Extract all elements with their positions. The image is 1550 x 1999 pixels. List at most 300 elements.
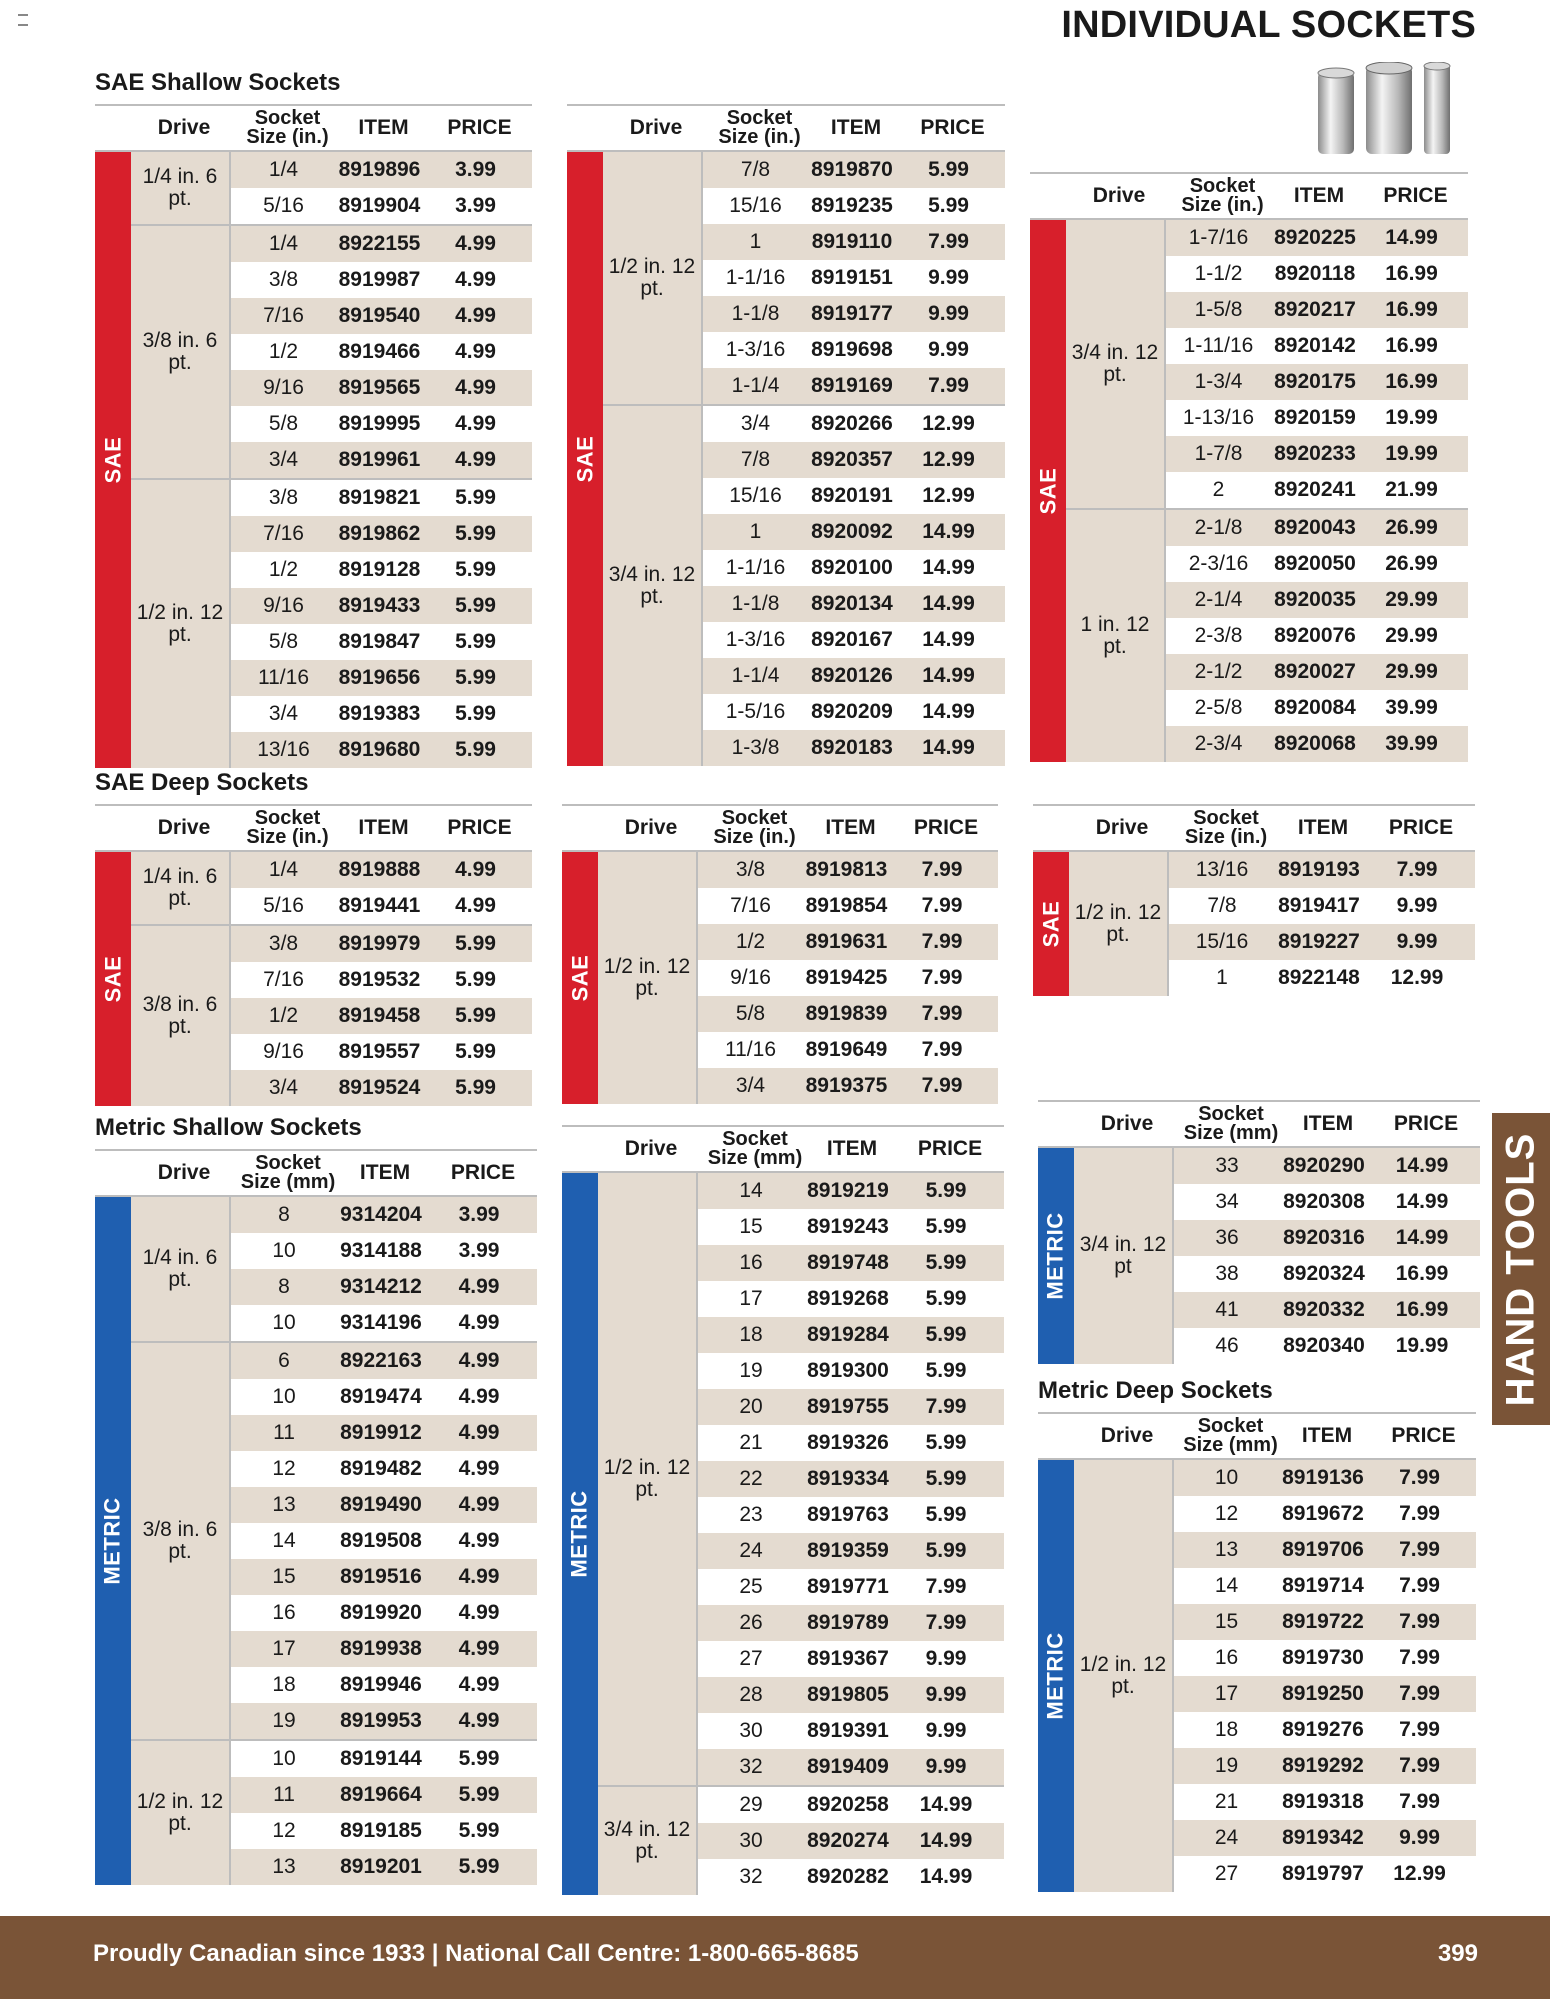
item-number: 8919706 (1282, 1538, 1364, 1561)
item-number: 8919326 (807, 1431, 889, 1454)
item-number: 8919888 (338, 858, 421, 881)
socket-size: 15 (739, 1215, 763, 1238)
item-number: 8919136 (1282, 1466, 1364, 1489)
table-row (698, 924, 998, 960)
price: 4.99 (458, 1709, 500, 1732)
socket-size: 34 (1215, 1190, 1239, 1213)
table-row (1174, 1220, 1480, 1256)
drive-groups (1074, 1460, 1476, 1892)
socket-size: 11 (273, 1421, 295, 1444)
socket-size: 10 (272, 1385, 296, 1408)
drive-groups (131, 1197, 537, 1885)
socket-size: 30 (739, 1829, 763, 1852)
table-row (698, 1677, 1004, 1713)
price: 5.99 (455, 738, 496, 761)
price: 7.99 (921, 930, 963, 953)
item-number: 8919516 (340, 1565, 422, 1588)
item-number: 8919540 (338, 304, 421, 327)
sae-category-bar (567, 152, 603, 766)
drive-groups (603, 152, 1005, 766)
item-number: 8919532 (338, 968, 421, 991)
table-row (698, 1787, 1004, 1823)
price: 14.99 (922, 628, 975, 651)
price: 5.99 (925, 1467, 967, 1490)
item-number: 8920084 (1274, 696, 1356, 719)
table-row (231, 552, 532, 588)
drive-group (1066, 220, 1468, 510)
header-socket-size: Socket Size (in.) (718, 107, 801, 148)
socket-size: 1-13/16 (1182, 406, 1255, 429)
item-number: 8920332 (1283, 1298, 1365, 1321)
socket-size: 1/2 (735, 930, 766, 953)
page-number: 399 (1437, 1940, 1478, 1967)
item-number: 8919383 (338, 702, 421, 725)
socket-size: 10 (272, 1311, 296, 1334)
socket-size: 17 (1214, 1682, 1239, 1705)
socket-size: 13 (272, 1493, 296, 1516)
table-row (1174, 1784, 1476, 1820)
price: 5.99 (925, 1431, 967, 1454)
socket-size: 5/8 (735, 1002, 766, 1025)
socket-size: 14 (1214, 1574, 1239, 1597)
table-row (231, 732, 532, 768)
table-row (1174, 1640, 1476, 1676)
table-row (698, 1641, 1004, 1677)
table-row (231, 1487, 537, 1523)
price: 5.99 (925, 1503, 967, 1526)
table-row (703, 152, 1005, 188)
price: 7.99 (1399, 1790, 1440, 1813)
header-item: ITEM (359, 1161, 411, 1184)
item-number: 8919920 (340, 1601, 422, 1624)
item-number: 8919508 (340, 1529, 422, 1552)
item-number: 8919524 (338, 1076, 421, 1099)
price: 7.99 (925, 1575, 967, 1598)
header-item: ITEM (825, 816, 876, 839)
price: 5.99 (455, 486, 496, 509)
table-row (231, 370, 532, 406)
table-row (1174, 1856, 1476, 1892)
table-row (1174, 1748, 1476, 1784)
item-number: 8919482 (340, 1457, 422, 1480)
table-row (1166, 472, 1468, 508)
price: 7.99 (921, 1002, 963, 1025)
group-rows (231, 152, 532, 224)
item-number: 8919730 (1282, 1646, 1364, 1669)
table-row (231, 188, 532, 224)
socket-size: 15/16 (1195, 930, 1249, 953)
item-number: 8920191 (811, 484, 893, 507)
table-row (703, 406, 1005, 442)
socket-size: 7/8 (740, 158, 771, 181)
item-number: 8919847 (338, 630, 421, 653)
socket-size: 1-7/8 (1194, 442, 1243, 465)
socket-size: 3/4 (268, 702, 299, 725)
category-label: METRIC (567, 1490, 593, 1578)
table-row (1166, 256, 1468, 292)
price: 7.99 (921, 858, 963, 881)
sae-shallow-table-c (1030, 172, 1468, 762)
table-row (231, 1559, 537, 1595)
socket-size: 1-1/16 (725, 266, 786, 289)
drive-group (131, 480, 532, 768)
metric-shallow-table-b (562, 1125, 1004, 1895)
price: 5.99 (925, 1179, 967, 1202)
socket-size: 13 (1214, 1538, 1239, 1561)
metric-category-bar (1038, 1460, 1074, 1892)
table-row (1166, 328, 1468, 364)
socket-set-icon (1316, 62, 1454, 158)
price: 9.99 (1399, 1826, 1440, 1849)
table-row (703, 514, 1005, 550)
price: 7.99 (1399, 1574, 1440, 1597)
socket-size: 17 (739, 1287, 763, 1310)
socket-size: 21 (1214, 1790, 1239, 1813)
socket-size: 7/16 (263, 304, 304, 327)
section-title: SAE Deep Sockets (95, 769, 309, 796)
price: 7.99 (921, 894, 963, 917)
price: 7.99 (921, 1074, 963, 1097)
item-number: 8919110 (811, 230, 893, 253)
item-number: 8919755 (807, 1395, 889, 1418)
price: 4.99 (455, 858, 496, 881)
drive-label: 3/8 in. 6 pt. (131, 926, 231, 1106)
price: 14.99 (922, 700, 975, 723)
socket-size: 17 (272, 1637, 296, 1660)
socket-size: 2-1/2 (1194, 660, 1243, 683)
price: 5.99 (925, 1539, 967, 1562)
sae-category-bar (95, 852, 131, 1106)
table-row (698, 1389, 1004, 1425)
table-row (231, 1595, 537, 1631)
item-number: 8919193 (1278, 858, 1360, 881)
drive-group (131, 226, 532, 480)
table-row (1174, 1676, 1476, 1712)
item-number: 8919490 (340, 1493, 422, 1516)
metric-shallow-table-a (95, 1113, 537, 1885)
item-number: 8919243 (807, 1215, 889, 1238)
table-row (1174, 1604, 1476, 1640)
table-body (95, 152, 532, 768)
socket-size: 3/8 (268, 268, 299, 291)
item-number: 8919292 (1282, 1754, 1364, 1777)
table-body (562, 1173, 1004, 1895)
item-number: 8920290 (1283, 1154, 1365, 1177)
socket-size: 8 (278, 1203, 290, 1226)
socket-size: 5/8 (268, 630, 299, 653)
table-row (1166, 618, 1468, 654)
drive-group (131, 852, 532, 926)
socket-size: 13 (272, 1855, 296, 1878)
drive-groups (131, 152, 532, 768)
item-number: 8919698 (811, 338, 893, 361)
socket-size: 16 (739, 1251, 763, 1274)
socket-size: 9/16 (263, 376, 304, 399)
item-number: 8920134 (811, 592, 893, 615)
table-row (1166, 400, 1468, 436)
header-socket-size: Socket Size (in.) (1181, 175, 1264, 216)
item-number: 8922155 (338, 232, 421, 255)
table-row (1169, 852, 1475, 888)
group-rows (1169, 852, 1475, 996)
table-row (231, 1703, 537, 1739)
socket-size: 21 (739, 1431, 763, 1454)
table-row (1166, 654, 1468, 690)
item-number: 8919359 (807, 1539, 889, 1562)
socket-size: 36 (1215, 1226, 1239, 1249)
price: 5.99 (928, 158, 969, 181)
drive-group (131, 152, 532, 226)
item-number: 8919425 (805, 966, 888, 989)
socket-size: 5/8 (268, 412, 299, 435)
table-header (562, 804, 998, 852)
drive-group (131, 1343, 537, 1741)
table-row (1166, 582, 1468, 618)
item-number: 8919375 (805, 1074, 888, 1097)
table-row (1174, 1328, 1480, 1364)
socket-size: 1-11/16 (1183, 334, 1254, 357)
socket-size: 1-1/8 (731, 592, 780, 615)
price: 4.99 (458, 1421, 500, 1444)
item-number: 8919912 (340, 1421, 422, 1444)
table-row (1166, 546, 1468, 582)
header-item: ITEM (1301, 1424, 1353, 1447)
table-row (1169, 924, 1475, 960)
header-item: ITEM (830, 116, 882, 139)
group-rows (1166, 510, 1468, 762)
socket-size: 29 (739, 1793, 763, 1816)
item-number: 8919268 (807, 1287, 889, 1310)
price: 14.99 (922, 736, 975, 759)
socket-size: 8 (278, 1275, 290, 1298)
table-row (698, 1823, 1004, 1859)
socket-size: 1/2 (268, 558, 299, 581)
header-drive: Drive (1095, 816, 1149, 839)
socket-size: 1-1/16 (725, 556, 786, 579)
socket-size: 16 (1214, 1646, 1239, 1669)
item-number: 8919854 (805, 894, 888, 917)
drive-group (598, 852, 998, 1104)
table-row (231, 1631, 537, 1667)
header-price: PRICE (447, 816, 512, 839)
side-tab-label: HAND TOOLS (1498, 1132, 1543, 1406)
price: 7.99 (928, 230, 969, 253)
table-row (698, 1497, 1004, 1533)
price: 4.99 (458, 1601, 500, 1624)
socket-size: 9/16 (730, 966, 771, 989)
table-row (703, 260, 1005, 296)
table-row (698, 1068, 998, 1104)
group-rows (703, 406, 1005, 766)
price: 14.99 (1395, 1226, 1449, 1249)
price: 7.99 (1399, 1682, 1440, 1705)
price: 14.99 (922, 556, 975, 579)
item-number: 8919961 (338, 448, 421, 471)
item-number: 8919284 (807, 1323, 889, 1346)
item-number: 8919995 (338, 412, 421, 435)
price: 16.99 (1385, 370, 1438, 393)
table-header (95, 104, 532, 152)
price: 4.99 (455, 376, 496, 399)
item-number: 8920217 (1274, 298, 1356, 321)
socket-size: 9/16 (263, 1040, 304, 1063)
group-rows (1174, 1460, 1476, 1892)
item-number: 8919227 (1278, 930, 1360, 953)
price: 5.99 (455, 1040, 496, 1063)
table-row (1174, 1184, 1480, 1220)
socket-size: 16 (272, 1601, 296, 1624)
metric-category-bar (95, 1197, 131, 1885)
group-rows (231, 852, 532, 924)
table-row (1166, 726, 1468, 762)
group-rows (231, 1741, 537, 1885)
table-row (698, 1032, 998, 1068)
item-number: 8919474 (340, 1385, 422, 1408)
header-price: PRICE (1383, 184, 1448, 207)
header-socket-size: Socket Size (mm) (240, 1152, 336, 1193)
socket-size: 12 (1214, 1502, 1239, 1525)
table-body (1038, 1148, 1480, 1364)
item-number: 8920050 (1274, 552, 1356, 575)
price: 14.99 (1395, 1154, 1449, 1177)
drive-label: 1/2 in. 12 pt. (603, 152, 703, 404)
table-row (1174, 1292, 1480, 1328)
price: 7.99 (1399, 1610, 1440, 1633)
price: 9.99 (928, 338, 969, 361)
metric-deep-table (1038, 1376, 1476, 1892)
table-header (1038, 1412, 1476, 1460)
socket-size: 10 (272, 1239, 296, 1262)
table-row (698, 1461, 1004, 1497)
item-number: 8920308 (1283, 1190, 1365, 1213)
sae-deep-table-a (95, 768, 532, 1106)
socket-size: 2-1/8 (1194, 516, 1243, 539)
price: 16.99 (1385, 298, 1438, 321)
price: 7.99 (1399, 1502, 1440, 1525)
socket-size: 1-7/16 (1188, 226, 1249, 249)
socket-size: 1-3/16 (725, 338, 786, 361)
table-row (698, 1713, 1004, 1749)
item-number: 8919144 (340, 1747, 422, 1770)
price: 5.99 (455, 522, 496, 545)
table-row (703, 658, 1005, 694)
price: 3.99 (455, 158, 496, 181)
socket-size: 1-3/16 (725, 628, 786, 651)
category-label: SAE (567, 954, 592, 1002)
drive-groups (598, 852, 998, 1104)
socket-size: 2-3/4 (1194, 732, 1243, 755)
table-row (231, 1777, 537, 1813)
drive-label: 1/4 in. 6 pt. (131, 852, 231, 924)
price: 29.99 (1385, 588, 1438, 611)
item-number: 8920233 (1274, 442, 1356, 465)
category-label: METRIC (1043, 1212, 1069, 1300)
socket-size: 25 (739, 1575, 763, 1598)
price: 7.99 (925, 1611, 967, 1634)
item-number: 8920167 (811, 628, 893, 651)
drive-label: 3/4 in. 12 pt. (603, 406, 703, 766)
header-item: ITEM (826, 1137, 878, 1160)
price: 5.99 (925, 1323, 967, 1346)
table-row (231, 696, 532, 732)
table-header (1030, 172, 1468, 220)
table-row (698, 1749, 1004, 1785)
price: 5.99 (925, 1251, 967, 1274)
price: 4.99 (458, 1493, 500, 1516)
item-number: 8919987 (338, 268, 421, 291)
drive-groups (598, 1173, 1004, 1895)
table-row (703, 442, 1005, 478)
item-number: 8919367 (807, 1647, 889, 1670)
item-number: 8919185 (340, 1819, 422, 1842)
item-number: 8919763 (807, 1503, 889, 1526)
table-body (567, 152, 1005, 766)
item-number: 8919870 (811, 158, 893, 181)
header-price: PRICE (1391, 1424, 1456, 1447)
price: 16.99 (1395, 1262, 1449, 1285)
table-body (95, 1197, 537, 1885)
socket-size: 1-5/16 (725, 700, 786, 723)
price: 14.99 (919, 1793, 973, 1816)
price: 5.99 (455, 1076, 496, 1099)
socket-size: 3/4 (268, 1076, 299, 1099)
table-row (231, 1034, 532, 1070)
sae-deep-table-c (1033, 804, 1475, 996)
header-socket-size: Socket Size (in.) (246, 807, 329, 848)
item-number: 8920258 (807, 1793, 889, 1816)
table-row (231, 888, 532, 924)
table-row (1169, 888, 1475, 924)
group-rows (231, 1197, 537, 1341)
price: 7.99 (1396, 858, 1438, 881)
table-row (703, 332, 1005, 368)
drive-label: 3/4 in. 12 pt (1074, 1148, 1174, 1364)
corner-mark (18, 14, 28, 26)
price: 4.99 (458, 1565, 500, 1588)
price: 3.99 (458, 1203, 500, 1226)
item-number: 8919664 (340, 1783, 422, 1806)
price: 3.99 (458, 1239, 500, 1262)
item-number: 8919276 (1282, 1718, 1364, 1741)
table-header (1038, 1100, 1480, 1148)
table-row (231, 1849, 537, 1885)
item-number: 8919797 (1282, 1862, 1364, 1885)
socket-size: 2-3/8 (1194, 624, 1243, 647)
socket-size: 13/16 (1195, 858, 1249, 881)
table-row (231, 962, 532, 998)
price: 4.99 (455, 232, 496, 255)
table-row (698, 960, 998, 996)
item-number: 8919649 (805, 1038, 888, 1061)
item-number: 8920282 (807, 1865, 889, 1888)
price: 12.99 (922, 412, 975, 435)
table-row (703, 296, 1005, 332)
table-row (231, 226, 532, 262)
header-item: ITEM (358, 816, 409, 839)
price: 14.99 (922, 520, 975, 543)
socket-size: 19 (1214, 1754, 1239, 1777)
price: 19.99 (1385, 406, 1438, 429)
price: 4.99 (458, 1529, 500, 1552)
socket-size: 3/4 (268, 448, 299, 471)
price: 7.99 (921, 1038, 963, 1061)
price: 5.99 (455, 932, 496, 955)
price: 9.99 (1396, 930, 1438, 953)
table-row (231, 660, 532, 696)
price: 12.99 (1393, 1862, 1446, 1885)
item-number: 8920175 (1274, 370, 1356, 393)
table-header (95, 1149, 537, 1197)
